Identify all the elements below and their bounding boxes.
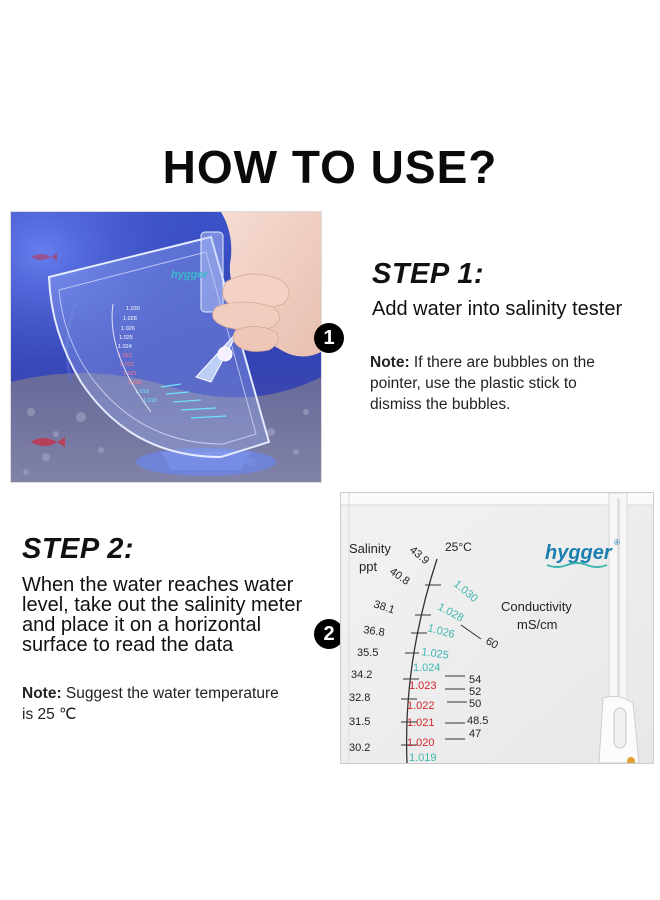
step1-heading: STEP 1: xyxy=(372,258,485,290)
ppt-value: 30.2 xyxy=(349,742,371,754)
photo1-scale-label: 1.023 xyxy=(118,353,132,359)
photo1-scale-label: 1.022 xyxy=(120,362,134,368)
ms-value: 50 xyxy=(469,698,482,710)
salinity-label: Salinity xyxy=(349,541,391,556)
step1-note-line2: pointer, use the plastic stick to xyxy=(370,375,577,392)
step2-note-label: Note: xyxy=(22,685,62,702)
step1-text: Add water into salinity tester xyxy=(372,298,623,320)
step2-text-line1: When the water reaches water xyxy=(22,574,294,596)
photo1-scale-label: 1.018 xyxy=(143,398,157,404)
sg-value: 1.021 xyxy=(407,717,435,729)
photo1-brand: hygger xyxy=(171,269,208,281)
ms-value: 48.5 xyxy=(467,715,489,727)
photo1-scale-label: 1.021 xyxy=(123,371,137,377)
sg-value: 1.024 xyxy=(413,662,441,674)
ms-value: 60 xyxy=(483,635,501,652)
sg-value: 1.019 xyxy=(409,752,437,763)
sg-value: 1.022 xyxy=(407,700,435,712)
photo1-scale-label: 1.026 xyxy=(121,326,135,332)
ppt-value: 36.8 xyxy=(362,624,386,639)
step2-text-line2: level, take out the salinity meter xyxy=(22,594,303,616)
ppt-value: 40.8 xyxy=(387,565,412,588)
ppt-value: 35.5 xyxy=(357,647,379,659)
step2-text xyxy=(22,575,302,655)
step2-note xyxy=(22,683,322,725)
registered-mark: ® xyxy=(614,538,620,547)
temp-label: 25°C xyxy=(445,540,472,554)
sg-value: 1.025 xyxy=(420,646,450,662)
ppt-value: 31.5 xyxy=(349,716,371,728)
ppt-value: 34.2 xyxy=(351,669,373,681)
sg-value: 1.020 xyxy=(407,737,435,749)
photo2-brand: hygger xyxy=(545,542,612,564)
ppt-value: 32.8 xyxy=(349,692,371,704)
step1-note-line3: dismiss the bubbles. xyxy=(370,396,511,413)
step2-badge: 2 xyxy=(314,619,344,649)
step2-text-line4: surface to read the data xyxy=(22,634,234,656)
conductivity-label: Conductivity xyxy=(501,599,572,614)
step2-text-line3: and place it on a horizontal xyxy=(22,614,262,636)
ms-value: 54 xyxy=(469,674,482,686)
step2-heading: STEP 2: xyxy=(22,533,135,565)
photo1-scale-label: 1.020 xyxy=(128,380,142,386)
step1-note-line1: If there are bubbles on the xyxy=(413,354,595,371)
step1-photo xyxy=(10,211,322,483)
photo1-scale-label: 1.025 xyxy=(119,335,133,341)
conductivity-unit: mS/cm xyxy=(517,617,558,632)
ms-value: 52 xyxy=(469,686,482,698)
step1-badge: 1 xyxy=(314,323,344,353)
photo1-scale-label: 1.019 xyxy=(135,389,149,395)
step1-note-label: Note: xyxy=(370,354,410,371)
ms-value: 47 xyxy=(469,728,482,740)
aquarium-tester-image xyxy=(11,212,321,482)
step2-photo xyxy=(340,492,654,764)
photo1-scale-label: 1.024 xyxy=(118,344,132,350)
step2-note-line2: is 25 ℃ xyxy=(22,706,77,723)
sg-value: 1.026 xyxy=(426,622,456,642)
sg-value: 1.028 xyxy=(435,601,466,625)
sg-value: 1.023 xyxy=(409,680,437,692)
sg-value: 1.030 xyxy=(451,578,480,605)
step1-note xyxy=(370,352,650,415)
ppt-value: 38.1 xyxy=(372,598,397,617)
ppt-label: ppt xyxy=(359,559,378,574)
ppt-value: 43.9 xyxy=(407,544,432,568)
step2-note-line1: Suggest the water temperature xyxy=(65,685,279,702)
page-title: HOW TO USE? xyxy=(162,141,498,193)
photo1-scale-label: 1.028 xyxy=(123,316,137,322)
photo1-scale-label: 1.030 xyxy=(126,306,140,312)
salinity-scale-image xyxy=(341,493,653,763)
